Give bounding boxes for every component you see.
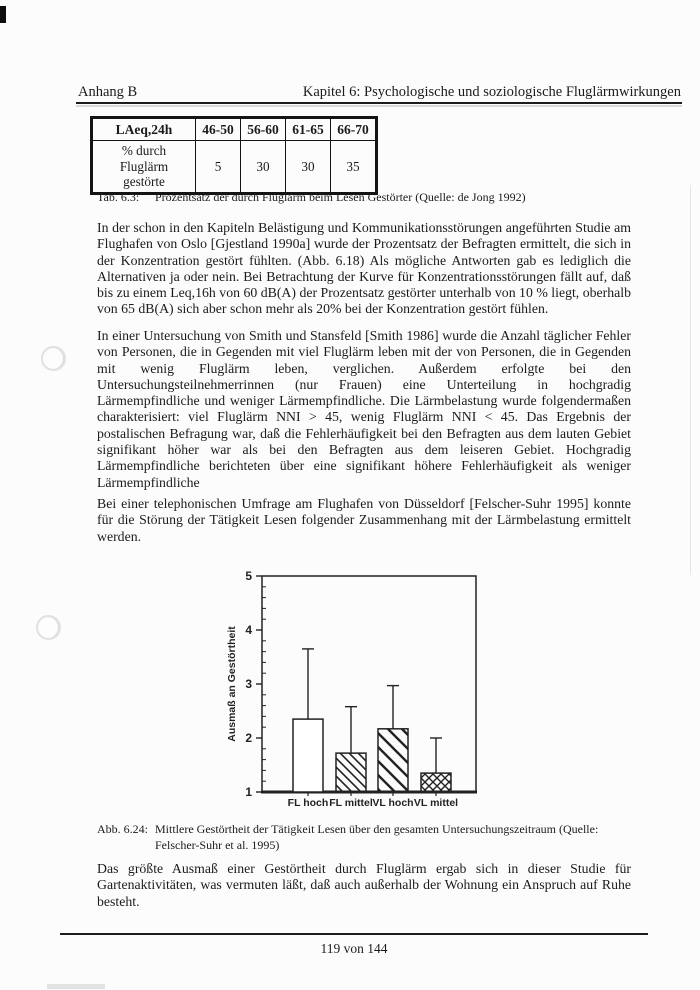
paragraph: In einer Untersuchung von Smith und Stansfeld [Smith 1986] wurde die Anzahl täglicher Fehler von Personen, die in Gegenden mit viel Fluglärm leben mit der von Personen, die in Gegenden mit wenig Fluglärm leben, verglichen. Außerdem erfolgte bei den Untersuchungsteilnehmerrinnen (nur Frauen) eine Unterteilung in hochgradig Lärmempfindliche und weniger Lärmempfindliche. Die Lärmbelastung wurde folgendermaßen charakterisiert: viel Fluglärm NNI > 45, wenig Fluglärm NNI < 45. Das Ergebnis der postalischen Befragung war, daß die Fehlerhäufigkeit bei den Befragten aus dem lauten Gebiet signifikant höher war als bei den Befragten aus dem leiseren Gebiet. Hochgradig Lärmempfindliche berichteten über eine signifikant höhere Fehlerhäufigkeit als weniger Lärmempfindliche (97, 328, 631, 490)
table-cell: 5 (196, 141, 241, 194)
header-rule (76, 102, 682, 104)
paragraph: In der schon in den Kapiteln Belästigung und Kommunikationsstörungen angeführten Studie am Flughafen von Oslo [Gjestland 1990a] wurde der Prozentsatz der Befragten ermittelt, die sich in der Konzentration gestört fühlten. (Abb. 6.18) Als mögliche Antworten gab es lediglich die Alternativen ja oder nein. Bei Betrachtung der Kurve für Konzentrationsstörungen fällt auf, daß bis zu einem Leq,16h von 60 dB(A) der Prozentsatz gestörter unterhalb von 10 % liegt, oberhalb von 65 dB(A) sich aber schon mehr als 20% bei der Konzentration gestört fühlen. (97, 220, 631, 317)
table-header-cell: 56-60 (241, 118, 286, 141)
svg-text:4: 4 (245, 623, 252, 637)
svg-text:VL hoch: VL hoch (372, 797, 414, 809)
svg-text:5: 5 (245, 569, 252, 583)
punch-hole-artifact (36, 615, 61, 640)
scan-edge-artifact (690, 185, 691, 575)
table-caption (97, 190, 642, 206)
svg-text:FL hoch: FL hoch (287, 797, 329, 809)
table-caption-text: Prozentsatz der durch Fluglärm beim Lesen Gestörter (Quelle: de Jong 1992) (155, 190, 526, 204)
paragraph: Das größte Ausmaß einer Gestörtheit durch Fluglärm ergab sich in dieser Studie für Gartenaktivitäten, was vermuten läßt, daß auch außerhalb der Wohnung ein Anspruch auf Ruhe besteht. (97, 861, 631, 909)
table-row (92, 141, 377, 194)
table-header-cell: 46-50 (196, 118, 241, 141)
svg-text:3: 3 (245, 677, 252, 691)
running-header-right: Kapitel 6: Psychologische und soziologische Fluglärmwirkungen (302, 84, 681, 100)
paragraph: Bei einer telephonischen Umfrage am Flughafen von Düsseldorf [Felscher-Suhr 1995] konnte für die Störung der Tätigkeit Lesen folgender Zusammenhang mit der Lärmbelastung ermittelt werden. (97, 496, 631, 544)
table-cell: 35 (331, 141, 377, 194)
figure-chart (225, 566, 495, 818)
figure-caption (97, 822, 635, 853)
punch-hole-artifact (41, 346, 66, 371)
scan-artifact-bottom-left (47, 984, 105, 989)
table-cell: 30 (286, 141, 331, 194)
table-row-label: % durch Fluglärm gestörte (92, 141, 196, 194)
figure-caption-text: Mittlere Gestörtheit der Tätigkeit Lesen über den gesamten Untersuchungszeitraum (Quelle: Felscher-Suhr et al. 1995) (155, 822, 599, 852)
svg-text:2: 2 (245, 731, 252, 745)
svg-text:1: 1 (245, 785, 252, 799)
page-number: 119 von 144 (320, 941, 388, 956)
noise-level-table (90, 116, 378, 195)
table-header-cell: 61-65 (286, 118, 331, 141)
svg-text:VL mittel: VL mittel (413, 797, 459, 809)
table-caption-label: Tab. 6.3: (97, 190, 140, 204)
svg-text:FL mittel: FL mittel (329, 797, 373, 809)
table-header-cell: LAeq,24h (92, 118, 196, 141)
figure-caption-label: Abb. 6.24: (97, 822, 148, 836)
table-cell: 30 (241, 141, 286, 194)
table-header-row (92, 118, 377, 141)
table-header-cell: 66-70 (331, 118, 377, 141)
svg-text:Ausmaß an Gestörtheit: Ausmaß an Gestörtheit (226, 626, 238, 742)
scan-artifact-top-left (0, 6, 6, 23)
running-header-left: Anhang B (78, 84, 138, 100)
footer-rule (60, 933, 648, 935)
